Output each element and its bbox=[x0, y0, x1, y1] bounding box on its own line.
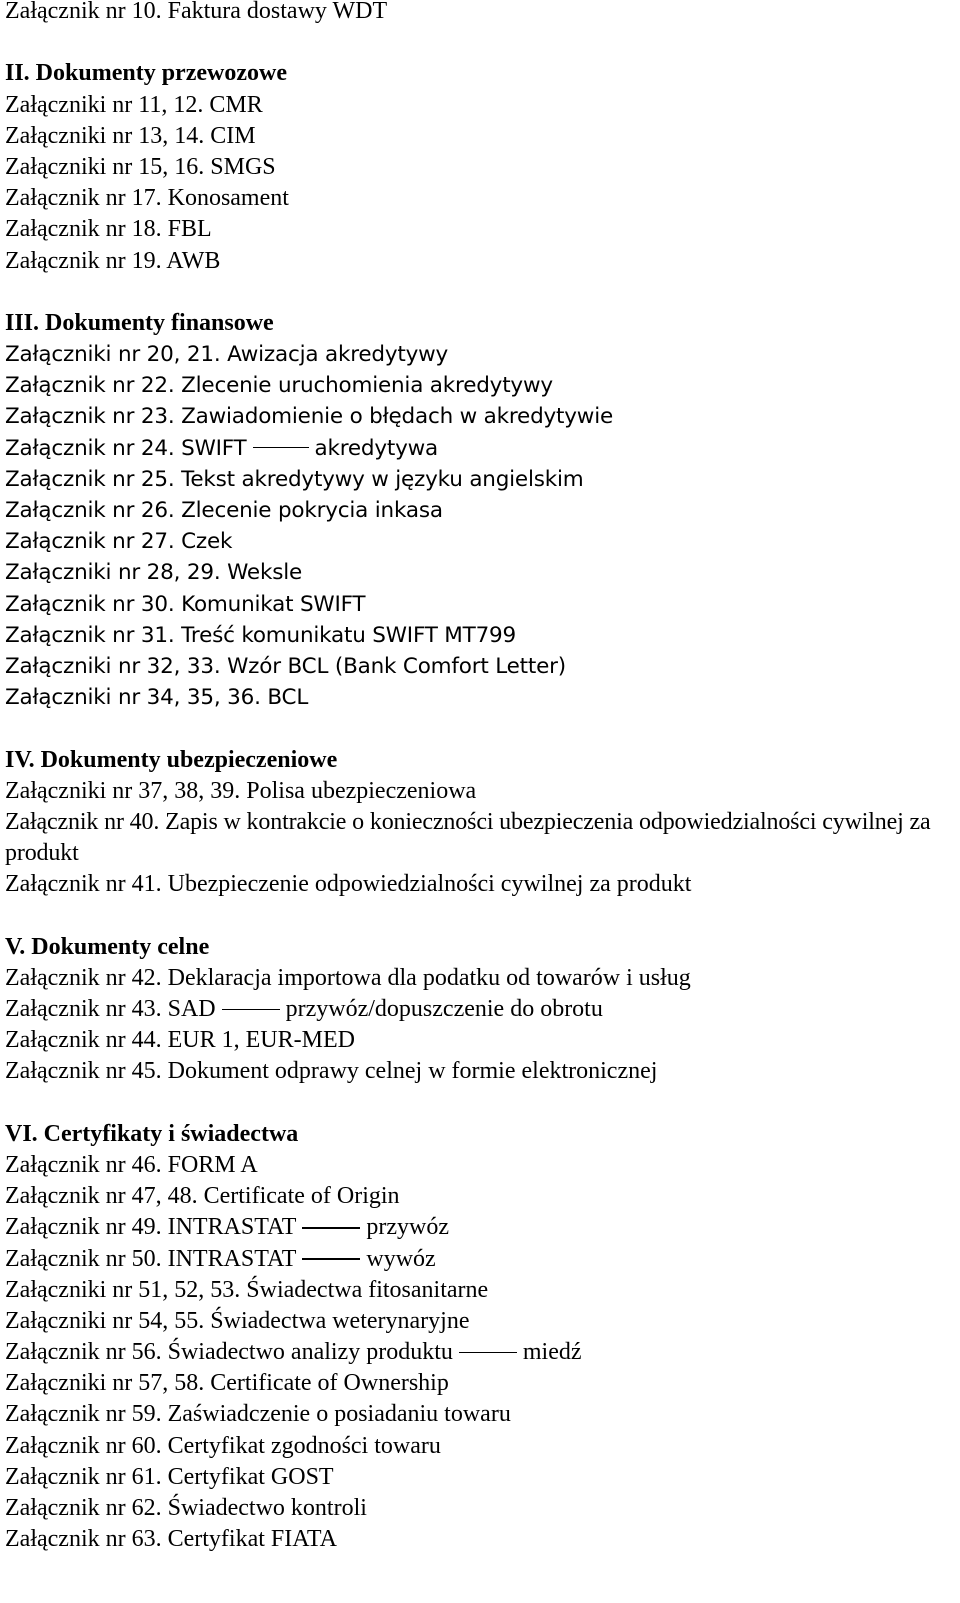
annex-title-part: przywóz bbox=[366, 1214, 449, 1241]
annex-number: Załączniki nr 34, 35, 36. bbox=[5, 685, 261, 711]
list-item bbox=[5, 589, 955, 620]
annex-number: Załącznik nr 50. bbox=[5, 1245, 162, 1272]
annex-title: Zawiadomienie o błędach w akredytywie bbox=[181, 404, 613, 430]
list-item bbox=[5, 869, 955, 900]
section-heading: V. Dokumenty celne bbox=[5, 933, 210, 960]
annex-number: Załączniki nr 28, 29. bbox=[5, 560, 221, 586]
annex-number: Załącznik nr 46. bbox=[5, 1151, 162, 1178]
list-item bbox=[5, 807, 945, 869]
annex-title: SWIFT bbox=[181, 435, 247, 461]
list-item bbox=[5, 1056, 955, 1087]
annex-title: CIM bbox=[210, 122, 256, 149]
annex-title: INTRASTAT bbox=[167, 1214, 297, 1241]
annex-number: Załącznik nr 17. bbox=[5, 185, 162, 212]
list-item bbox=[5, 339, 955, 370]
list-item bbox=[5, 620, 955, 651]
list-item bbox=[5, 682, 955, 713]
annex-title-part: wywóz bbox=[366, 1245, 436, 1272]
list-item bbox=[5, 1025, 955, 1056]
annex-title: Wzór BCL (Bank Comfort Letter) bbox=[227, 653, 566, 679]
annex-title: AWB bbox=[166, 247, 221, 274]
annex-title: Tekst akredytywy w języku angielskim bbox=[181, 466, 584, 492]
annex-number: Załącznik nr 31. bbox=[5, 622, 175, 648]
em-dash bbox=[222, 1009, 280, 1011]
annex-number: Załączniki nr 11, 12. bbox=[5, 91, 204, 118]
annex-title-part: miedź bbox=[522, 1339, 582, 1366]
document-page bbox=[5, 0, 955, 1555]
annex-title: SMGS bbox=[210, 153, 276, 180]
list-item bbox=[5, 1337, 955, 1368]
annex-title: INTRASTAT bbox=[167, 1245, 297, 1272]
annex-number: Załącznik nr 60. bbox=[5, 1432, 162, 1459]
list-item bbox=[5, 90, 955, 121]
annex-number: Załącznik nr 61. bbox=[5, 1463, 162, 1490]
annex-title: Dokument odprawy celnej w formie elektronicznej bbox=[167, 1058, 658, 1085]
annex-number: Załącznik nr 30. bbox=[5, 591, 175, 617]
annex-title: Treść komunikatu SWIFT MT799 bbox=[181, 622, 517, 648]
list-item bbox=[5, 1524, 955, 1555]
annex-title: Certyfikat zgodności towaru bbox=[167, 1432, 441, 1459]
annex-title: Weksle bbox=[227, 560, 303, 586]
annex-title-part: przywóz/dopuszczenie do obrotu bbox=[285, 996, 603, 1023]
annex-title: Czek bbox=[181, 529, 233, 555]
annex-title-part: akredytywa bbox=[314, 435, 439, 461]
list-item bbox=[5, 1399, 955, 1430]
list-item bbox=[5, 526, 955, 557]
list-item bbox=[5, 651, 955, 682]
list-item bbox=[5, 776, 955, 807]
annex-number: Załącznik nr 49. bbox=[5, 1214, 162, 1241]
list-item bbox=[5, 1244, 955, 1275]
em-dash bbox=[459, 1352, 517, 1354]
annex-title: Świadectwo kontroli bbox=[167, 1495, 367, 1522]
annex-number: Załącznik nr 40. bbox=[5, 808, 160, 835]
annex-number: Załączniki nr 54, 55. bbox=[5, 1307, 205, 1334]
list-item bbox=[5, 1150, 955, 1181]
list-item bbox=[5, 1493, 955, 1524]
annex-number: Załącznik nr 45. bbox=[5, 1058, 162, 1085]
em-dash bbox=[302, 1258, 360, 1260]
annex-title: CMR bbox=[209, 91, 263, 118]
em-dash bbox=[253, 447, 309, 449]
section-heading: IV. Dokumenty ubezpieczeniowe bbox=[5, 746, 338, 773]
list-item bbox=[5, 1275, 955, 1306]
annex-title: Zaświadczenie o posiadaniu towaru bbox=[167, 1401, 511, 1428]
list-item bbox=[5, 183, 955, 214]
annex-number: Załącznik nr 44. bbox=[5, 1027, 162, 1054]
annex-title: Polisa ubezpieczeniowa bbox=[246, 777, 477, 804]
annex-number: Załącznik nr 10. bbox=[5, 0, 162, 24]
annex-number: Załącznik nr 27. bbox=[5, 529, 175, 555]
list-item bbox=[5, 994, 955, 1025]
annex-number: Załączniki nr 37, 38, 39. bbox=[5, 777, 241, 804]
list-item bbox=[5, 1368, 955, 1399]
annex-title: FORM A bbox=[167, 1151, 258, 1178]
annex-number: Załącznik nr 22. bbox=[5, 373, 175, 399]
list-item bbox=[5, 1306, 955, 1337]
annex-title: Ubezpieczenie odpowiedzialności cywilnej za produkt bbox=[167, 871, 692, 898]
annex-number: Załączniki nr 15, 16. bbox=[5, 153, 205, 180]
em-dash bbox=[302, 1227, 360, 1229]
section-heading: III. Dokumenty finansowe bbox=[5, 309, 274, 336]
list-item bbox=[5, 0, 955, 27]
annex-number: Załączniki nr 32, 33. bbox=[5, 653, 221, 679]
annex-title: Zlecenie pokrycia inkasa bbox=[181, 498, 443, 523]
annex-title: Certyfikat GOST bbox=[167, 1463, 334, 1490]
annex-title: Awizacja akredytywy bbox=[227, 342, 449, 368]
annex-number: Załącznik nr 26. bbox=[5, 498, 175, 523]
annex-title: Certificate of Ownership bbox=[210, 1370, 449, 1397]
annex-title: SAD bbox=[167, 996, 216, 1023]
annex-title: Certyfikat FIATA bbox=[167, 1526, 337, 1553]
annex-title: Zlecenie uruchomienia akredytywy bbox=[181, 373, 553, 399]
annex-title: BCL bbox=[267, 685, 309, 711]
annex-number: Załącznik nr 24. bbox=[5, 435, 175, 461]
annex-number: Załącznik nr 42. bbox=[5, 964, 162, 991]
annex-title: Faktura dostawy WDT bbox=[167, 0, 388, 24]
annex-number: Załączniki nr 51, 52, 53. bbox=[5, 1276, 241, 1303]
annex-number: Załącznik nr 25. bbox=[5, 466, 175, 492]
annex-title: Komunikat SWIFT bbox=[181, 591, 366, 617]
list-item bbox=[5, 1462, 955, 1493]
annex-number: Załącznik nr 63. bbox=[5, 1526, 162, 1553]
annex-title: Świadectwa weterynaryjne bbox=[210, 1307, 470, 1334]
list-item bbox=[5, 963, 955, 994]
annex-title: EUR 1, EUR-MED bbox=[167, 1027, 355, 1054]
list-item bbox=[5, 495, 955, 526]
annex-number: Załącznik nr 59. bbox=[5, 1401, 162, 1428]
annex-number: Załączniki nr 20, 21. bbox=[5, 342, 221, 368]
list-item bbox=[5, 401, 955, 432]
list-item bbox=[5, 1212, 955, 1243]
annex-number: Załącznik nr 19. bbox=[5, 247, 162, 274]
list-item bbox=[5, 370, 955, 401]
annex-number: Załącznik nr 43. bbox=[5, 996, 162, 1023]
list-item bbox=[5, 121, 955, 152]
annex-number: Załączniki nr 57, 58. bbox=[5, 1370, 205, 1397]
list-item bbox=[5, 464, 955, 495]
list-item bbox=[5, 1431, 955, 1462]
annex-number: Załącznik nr 41. bbox=[5, 871, 162, 898]
list-item bbox=[5, 557, 955, 588]
list-item bbox=[5, 152, 955, 183]
annex-title: Zapis w kontrakcie o konieczności ubezpieczenia odpowiedzialności cywilnej za produkt bbox=[5, 808, 931, 867]
annex-title: Konosament bbox=[167, 185, 289, 212]
annex-number: Załączniki nr 13, 14. bbox=[5, 122, 205, 149]
list-item bbox=[5, 246, 955, 277]
list-item bbox=[5, 1181, 955, 1212]
annex-title: Świadectwo analizy produktu bbox=[167, 1339, 453, 1366]
annex-number: Załącznik nr 47, 48. bbox=[5, 1183, 198, 1210]
annex-title: Deklaracja importowa dla podatku od towarów i usług bbox=[167, 964, 691, 991]
annex-title: Certificate of Origin bbox=[203, 1183, 400, 1210]
section-heading: VI. Certyfikaty i świadectwa bbox=[5, 1120, 299, 1147]
annex-title: FBL bbox=[167, 216, 212, 243]
annex-number: Załącznik nr 23. bbox=[5, 404, 175, 430]
annex-number: Załącznik nr 62. bbox=[5, 1495, 162, 1522]
annex-number: Załącznik nr 56. bbox=[5, 1339, 162, 1366]
list-item bbox=[5, 433, 955, 464]
annex-number: Załącznik nr 18. bbox=[5, 216, 162, 243]
section-heading: II. Dokumenty przewozowe bbox=[5, 60, 287, 87]
list-item bbox=[5, 214, 955, 245]
annex-title: Świadectwa fitosanitarne bbox=[246, 1276, 489, 1303]
